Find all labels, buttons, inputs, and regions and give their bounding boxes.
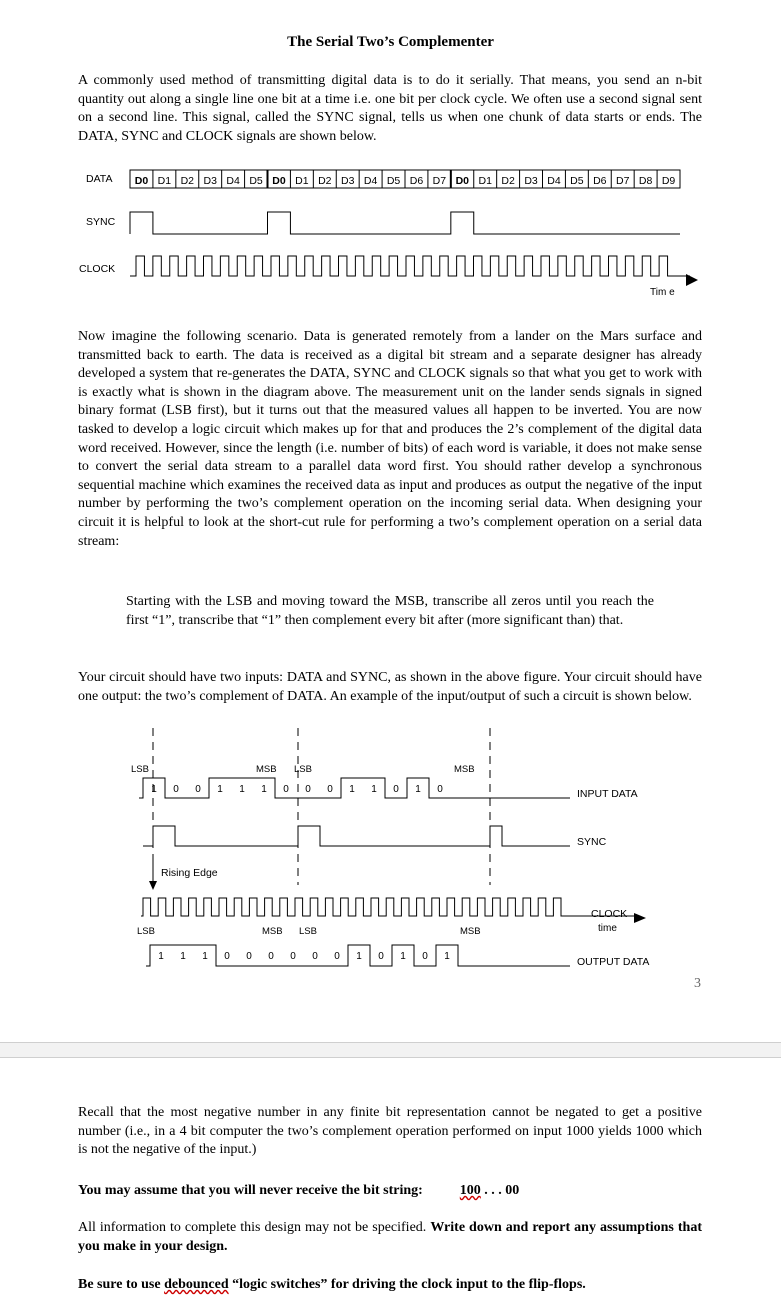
data-cell-label: D8 xyxy=(638,175,653,187)
rising-edge-arrow-head xyxy=(149,881,157,890)
input-bit-label: 0 xyxy=(173,784,179,795)
scenario-paragraph: Now imagine the following scenario. Data is generated remotely from a lander on the Mars surface and transmitted back to earth. The data is received as a digital bit stream and a separate designer has already developed a system that re-generates the DATA, SYNC and CLOCK signals so that what you get to work with is exactly what is shown in the diagram above. The measurement unit on the lander sends signals in signed binary format (LSB first), but it turns out that the measured values all happen to be inverted. You are now tasked to develop a logic circuit which makes up for that and produces the 2’s complement of the digital data word received. However, since the length (i.e. number of bits) of each word is variable, it does not make sense to convert the serial data stream to a parallel data word first. You should rather develop a synchronous sequential machine which examines the received data as input and produces as output the negative of the input number by performing the two’s complement operation on the incoming serial data. When designing your circuit it is helpful to look at the short-cut rule for performing a two’s complement operation on a serial data stream: xyxy=(78,329,702,549)
input-bit-label: 1 xyxy=(415,784,421,795)
debounce-c: “logic switches” for driving the clock input to the flip-flops. xyxy=(228,1277,586,1292)
input-bit-label: 1 xyxy=(371,784,377,795)
input-bit-label: 0 xyxy=(437,784,443,795)
data-cell-label: D3 xyxy=(203,175,217,187)
assumption-label: You may assume that you will never receive the bit string: xyxy=(78,1183,423,1198)
debounce-b: debounced xyxy=(164,1277,229,1292)
output-bit-label: 1 xyxy=(202,951,208,962)
output-data-label: OUTPUT DATA xyxy=(577,956,650,968)
output-bit-label: 1 xyxy=(444,951,450,962)
debounce-a: Be sure to use xyxy=(78,1277,165,1292)
input-msb-label-1: MSB xyxy=(256,764,277,775)
sync-signal-label: SYNC xyxy=(86,216,116,228)
data-cell-label: D5 xyxy=(570,175,584,187)
input-bit-label: 1 xyxy=(151,784,157,795)
data-cell-label: D2 xyxy=(180,175,195,187)
output-bit-label: 0 xyxy=(378,951,384,962)
output-lsb-label-2: LSB xyxy=(299,926,317,937)
time-axis-label: Tim e xyxy=(650,287,675,298)
data-cell-label: D9 xyxy=(661,175,676,187)
input-lsb-label-2: LSB xyxy=(294,764,312,775)
data-cell-label: D4 xyxy=(363,175,378,187)
data-cell-label: D1 xyxy=(478,175,492,187)
time-label-2: time xyxy=(598,923,617,934)
output-lsb-label-1: LSB xyxy=(137,926,155,937)
output-bit-label: 0 xyxy=(312,951,318,962)
input-bit-label: 0 xyxy=(283,784,289,795)
input-lsb-label-1: LSB xyxy=(131,764,149,775)
data-signal-label: DATA xyxy=(86,173,113,185)
page-title-text: The Serial Two’s Complementer xyxy=(287,34,494,50)
clock-waveform-2 xyxy=(141,898,635,916)
output-bit-label: 1 xyxy=(180,951,186,962)
output-bit-label: 0 xyxy=(290,951,296,962)
input-bit-label: 1 xyxy=(349,784,355,795)
output-bit-label: 0 xyxy=(246,951,252,962)
input-bit-label: 1 xyxy=(261,784,267,795)
data-cell-label: D3 xyxy=(340,175,355,187)
data-cell-label: D4 xyxy=(226,175,240,187)
info-paragraph xyxy=(78,1219,702,1256)
debounce-line xyxy=(78,1275,702,1294)
output-bit-label: 1 xyxy=(400,951,406,962)
output-bit-label: 0 xyxy=(334,951,340,962)
info-bold: Write down and report any assumptions that you make in your design. xyxy=(78,1220,702,1254)
input-bit-label: 0 xyxy=(393,784,399,795)
assumption-line xyxy=(78,1181,702,1200)
recall-paragraph: Recall that the most negative number in any finite bit representation cannot be negated to get a positive number (i.e., in a 4 bit computer the two’s complement operation performed on input 1000 yields 1000 which is not the negative of the input.) xyxy=(78,1105,702,1158)
output-bit-label: 1 xyxy=(356,951,362,962)
data-cell-label: D5 xyxy=(386,175,401,187)
assumption-bitstring-b: . . . 00 xyxy=(484,1183,520,1198)
data-cell-label: D7 xyxy=(432,175,447,187)
intro-paragraph: A commonly used method of transmitting digital data is to do it serially. That means, you send an n-bit quantity out along a single line one bit at a time i.e. one bit per clock cycle. We often use a second signal sent on a second line. This signal, called the SYNC signal, tells us when one chunk of data starts or ends. The DATA, SYNC and CLOCK signals are shown below. xyxy=(78,73,702,144)
clock-arrow-head-2 xyxy=(634,913,646,923)
data-cell-label: D5 xyxy=(249,175,263,187)
output-bit-label: 1 xyxy=(158,951,164,962)
input-bit-label: 1 xyxy=(239,784,245,795)
data-cell-label: D0 xyxy=(134,175,149,187)
input-bit-label: 0 xyxy=(327,784,333,795)
rising-edge-label: Rising Edge xyxy=(161,867,218,879)
input-bit-label: 0 xyxy=(195,784,201,795)
page-number: 3 xyxy=(694,976,701,991)
data-cell-label: D7 xyxy=(615,175,630,187)
input-bit-label: 1 xyxy=(217,784,223,795)
data-cell-label: D6 xyxy=(593,175,607,187)
page-separator xyxy=(0,1042,781,1058)
sync-waveform-2 xyxy=(143,826,570,846)
input-bit-label: 0 xyxy=(305,784,311,795)
shortcut-rule: Starting with the LSB and moving toward the MSB, transcribe all zeros until you reach the first “1”, transcribe that “1” then complement every bit after (more significant than) that. xyxy=(126,594,654,628)
inputs-paragraph: Your circuit should have two inputs: DATA and SYNC, as shown in the above figure. Your circuit should have one output: the two’s complement of DATA. An example of the input/output of such a circuit is shown below. xyxy=(78,670,702,704)
data-cell-label: D3 xyxy=(524,175,538,187)
clock-label-2: CLOCK xyxy=(591,908,628,920)
data-cell-label: D4 xyxy=(547,175,561,187)
input-msb-label-2: MSB xyxy=(454,764,475,775)
output-bit-label: 0 xyxy=(224,951,230,962)
data-cell-label: D1 xyxy=(157,175,172,187)
data-cell-label: D1 xyxy=(295,175,309,187)
output-bit-label: 0 xyxy=(422,951,428,962)
assumption-bitstring-a: 100 xyxy=(459,1183,481,1198)
data-cell-label: D2 xyxy=(501,175,515,187)
data-cell-label: D2 xyxy=(318,175,332,187)
output-msb-label-1: MSB xyxy=(262,926,283,937)
data-cell-label: D6 xyxy=(409,175,424,187)
input-data-label: INPUT DATA xyxy=(577,788,638,800)
output-msb-label-2: MSB xyxy=(460,926,481,937)
data-cell-label: D0 xyxy=(455,175,470,187)
data-cell-label: D0 xyxy=(272,175,286,187)
output-bit-label: 0 xyxy=(268,951,274,962)
sync-label-2: SYNC xyxy=(577,836,607,848)
clock-signal-label: CLOCK xyxy=(79,263,116,275)
info-plain: All information to complete this design may not be specified. xyxy=(78,1220,427,1235)
